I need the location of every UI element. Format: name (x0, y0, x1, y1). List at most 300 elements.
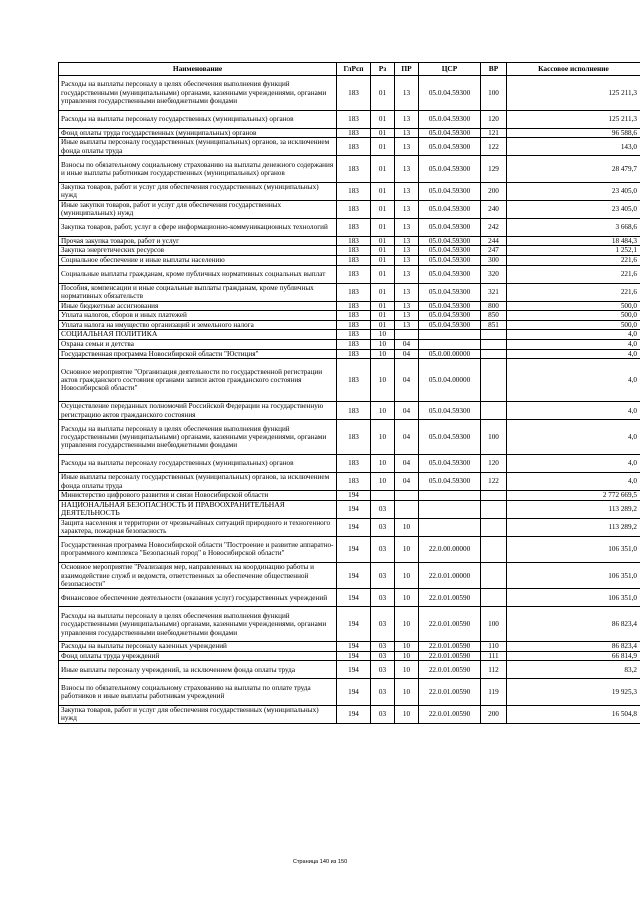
cell-csr: 05.0.04.59300 (419, 200, 481, 218)
cell-vr: 800 (481, 301, 507, 311)
cell-amount: 221,6 (507, 265, 640, 283)
cell-vr (481, 359, 507, 402)
cell-vr: 129 (481, 156, 507, 182)
cell-glrsp: 183 (337, 236, 371, 246)
cell-amount: 28 479,7 (507, 156, 640, 182)
table-row (59, 420, 640, 455)
cell-rz: 01 (371, 182, 395, 200)
table-row (59, 330, 640, 340)
cell-csr: 22.0.01.00590 (419, 661, 481, 679)
cell-vr: 300 (481, 255, 507, 265)
cell-pr: 13 (395, 265, 419, 283)
cell-rz: 03 (371, 500, 395, 518)
table-row (59, 607, 640, 642)
cell-name: Социальные выплаты гражданам, кроме публичных нормативных социальных выплат (59, 265, 337, 283)
cell-csr: 05.0.04.59300 (419, 402, 481, 420)
cell-name: Основное мероприятие "Реализация мер, направленных на координацию работы и взаимодействие служб и ведомств, ответственных за обеспечение общественной безопасности" (59, 563, 337, 589)
cell-glrsp: 194 (337, 491, 371, 501)
cell-rz: 01 (371, 301, 395, 311)
cell-pr: 10 (395, 563, 419, 589)
cell-csr: 22.0.01.00590 (419, 679, 481, 705)
cell-vr: 120 (481, 455, 507, 473)
cell-glrsp: 183 (337, 359, 371, 402)
cell-rz: 03 (371, 705, 395, 723)
cell-vr (481, 349, 507, 359)
cell-csr: 22.0.01.00590 (419, 651, 481, 661)
cell-vr (481, 339, 507, 349)
cell-vr: 119 (481, 679, 507, 705)
cell-csr: 05.0.04.59300 (419, 110, 481, 128)
cell-pr: 04 (395, 349, 419, 359)
table-row (59, 500, 640, 518)
table-row (59, 491, 640, 501)
table-row (59, 642, 640, 652)
cell-name: Пособия, компенсации и иные социальные выплаты гражданам, кроме публичных нормативных обязательств (59, 283, 337, 301)
table-row (59, 182, 640, 200)
cell-name: Взносы по обязательному социальному страхованию на выплаты по оплате труда работников и иные выплаты работникам учреждений (59, 679, 337, 705)
cell-glrsp: 183 (337, 311, 371, 321)
cell-name: Иные закупки товаров, работ и услуг для обеспечения государственных (муниципальных) нужд (59, 200, 337, 218)
cell-vr: 321 (481, 283, 507, 301)
cell-amount: 125 211,3 (507, 110, 640, 128)
cell-name: Закупка товаров, работ, услуг в сфере информационно-коммуникационных технологий (59, 218, 337, 236)
cell-vr: 100 (481, 420, 507, 455)
cell-glrsp: 194 (337, 642, 371, 652)
table-row (59, 255, 640, 265)
cell-name: Взносы по обязательному социальному страхованию на выплаты денежного содержания и иные выплаты работникам государственных (муниципальных) органов (59, 156, 337, 182)
table-row (59, 283, 640, 301)
cell-name: Прочая закупка товаров, работ и услуг (59, 236, 337, 246)
cell-pr: 13 (395, 218, 419, 236)
cell-vr: 122 (481, 138, 507, 156)
cell-amount: 4,0 (507, 455, 640, 473)
cell-amount: 96 588,6 (507, 128, 640, 138)
table-row (59, 679, 640, 705)
table-row (59, 661, 640, 679)
cell-amount: 66 814,9 (507, 651, 640, 661)
cell-name: СОЦИАЛЬНАЯ ПОЛИТИКА (59, 330, 337, 340)
cell-glrsp: 183 (337, 182, 371, 200)
cell-csr: 05.0.04.59300 (419, 182, 481, 200)
header-csr: ЦСР (419, 63, 481, 76)
table-row (59, 320, 640, 330)
cell-rz: 01 (371, 218, 395, 236)
cell-name: Защита населения и территории от чрезвычайных ситуаций природного и техногенного характера, пожарная безопасность (59, 518, 337, 536)
cell-name: Иные выплаты персоналу государственных (муниципальных) органов, за исключением фонда оплаты труда (59, 473, 337, 491)
cell-glrsp: 194 (337, 705, 371, 723)
table-row (59, 473, 640, 491)
cell-glrsp: 183 (337, 128, 371, 138)
cell-pr (395, 491, 419, 501)
cell-csr: 22.0.01.00590 (419, 705, 481, 723)
cell-csr: 05.0.04.59300 (419, 420, 481, 455)
cell-amount: 500,0 (507, 311, 640, 321)
table-row (59, 76, 640, 111)
cell-vr: 110 (481, 642, 507, 652)
table-row (59, 518, 640, 536)
cell-rz: 03 (371, 642, 395, 652)
table-row (59, 200, 640, 218)
cell-pr: 13 (395, 138, 419, 156)
table-row (59, 301, 640, 311)
cell-csr (419, 518, 481, 536)
cell-vr: 122 (481, 473, 507, 491)
cell-pr: 13 (395, 301, 419, 311)
cell-vr: 242 (481, 218, 507, 236)
cell-rz: 01 (371, 246, 395, 256)
cell-rz: 01 (371, 110, 395, 128)
cell-amount: 23 405,0 (507, 200, 640, 218)
header-name: Наименование (59, 63, 337, 76)
cell-vr: 100 (481, 607, 507, 642)
cell-rz: 10 (371, 473, 395, 491)
cell-pr: 10 (395, 589, 419, 607)
cell-glrsp: 183 (337, 301, 371, 311)
cell-vr: 112 (481, 661, 507, 679)
cell-glrsp: 183 (337, 255, 371, 265)
cell-rz: 01 (371, 311, 395, 321)
header-glrsp: ГлРсп (337, 63, 371, 76)
cell-pr: 04 (395, 473, 419, 491)
cell-name: Расходы на выплаты персоналу государственных (муниципальных) органов (59, 110, 337, 128)
cell-rz: 10 (371, 359, 395, 402)
cell-glrsp: 183 (337, 76, 371, 111)
cell-amount: 18 484,3 (507, 236, 640, 246)
cell-pr: 13 (395, 128, 419, 138)
cell-pr: 13 (395, 320, 419, 330)
cell-amount: 125 211,3 (507, 76, 640, 111)
cell-name: Финансовое обеспечение деятельности (оказания услуг) государственных учреждений (59, 589, 337, 607)
cell-amount: 19 925,3 (507, 679, 640, 705)
cell-amount: 83,2 (507, 661, 640, 679)
cell-amount: 500,0 (507, 301, 640, 311)
cell-vr: 240 (481, 200, 507, 218)
table-row (59, 339, 640, 349)
cell-pr: 13 (395, 200, 419, 218)
cell-name: НАЦИОНАЛЬНАЯ БЕЗОПАСНОСТЬ И ПРАВООХРАНИТЕЛЬНАЯ ДЕЯТЕЛЬНОСТЬ (59, 500, 337, 518)
cell-glrsp: 194 (337, 607, 371, 642)
cell-csr: 05.0.04.59300 (419, 246, 481, 256)
cell-glrsp: 183 (337, 200, 371, 218)
table-row (59, 705, 640, 723)
cell-csr (419, 330, 481, 340)
cell-amount: 221,6 (507, 283, 640, 301)
cell-pr: 13 (395, 110, 419, 128)
cell-name: Социальное обеспечение и иные выплаты населению (59, 255, 337, 265)
cell-name: Иные выплаты персоналу государственных (муниципальных) органов, за исключением фонда оплаты труда (59, 138, 337, 156)
cell-pr: 13 (395, 76, 419, 111)
header-rz: Рз (371, 63, 395, 76)
table-row (59, 455, 640, 473)
cell-vr: 111 (481, 651, 507, 661)
cell-amount: 4,0 (507, 339, 640, 349)
table-row (59, 128, 640, 138)
cell-glrsp: 183 (337, 455, 371, 473)
cell-amount: 86 823,4 (507, 607, 640, 642)
table-row (59, 311, 640, 321)
cell-csr: 22.0.00.00000 (419, 536, 481, 562)
cell-rz: 01 (371, 128, 395, 138)
cell-vr (481, 589, 507, 607)
cell-vr: 200 (481, 705, 507, 723)
table-body (59, 76, 640, 724)
cell-amount: 3 668,6 (507, 218, 640, 236)
cell-pr: 13 (395, 283, 419, 301)
cell-pr: 10 (395, 651, 419, 661)
cell-name: Уплата налога на имущество организаций и земельного налога (59, 320, 337, 330)
cell-rz: 03 (371, 563, 395, 589)
cell-pr: 04 (395, 339, 419, 349)
table-row (59, 236, 640, 246)
cell-csr: 05.0.04.59300 (419, 156, 481, 182)
cell-name: Уплата налогов, сборов и иных платежей (59, 311, 337, 321)
cell-rz: 01 (371, 255, 395, 265)
cell-vr: 121 (481, 128, 507, 138)
cell-amount: 4,0 (507, 349, 640, 359)
cell-rz: 01 (371, 265, 395, 283)
cell-csr: 05.0.04.59300 (419, 283, 481, 301)
cell-name: Государственная программа Новосибирской области "Юстиция" (59, 349, 337, 359)
cell-csr (419, 339, 481, 349)
cell-csr: 05.0.04.59300 (419, 265, 481, 283)
cell-glrsp: 183 (337, 330, 371, 340)
table-row (59, 563, 640, 589)
header-amount: Кассовое исполнение (507, 63, 640, 76)
cell-amount: 500,0 (507, 320, 640, 330)
cell-rz: 01 (371, 156, 395, 182)
cell-csr: 05.0.04.59300 (419, 455, 481, 473)
cell-pr: 10 (395, 679, 419, 705)
cell-pr: 10 (395, 642, 419, 652)
cell-vr (481, 330, 507, 340)
cell-vr: 247 (481, 246, 507, 256)
cell-rz: 10 (371, 349, 395, 359)
cell-name: Закупка энергетических ресурсов (59, 246, 337, 256)
cell-name: Закупка товаров, работ и услуг для обеспечения государственных (муниципальных) нужд (59, 182, 337, 200)
cell-csr: 22.0.01.00590 (419, 642, 481, 652)
cell-pr: 10 (395, 661, 419, 679)
table-row (59, 349, 640, 359)
cell-name: Фонд оплаты труда учреждений (59, 651, 337, 661)
cell-rz: 03 (371, 651, 395, 661)
cell-pr: 04 (395, 359, 419, 402)
cell-vr (481, 500, 507, 518)
table-row (59, 246, 640, 256)
cell-pr: 10 (395, 518, 419, 536)
cell-vr: 200 (481, 182, 507, 200)
cell-amount: 4,0 (507, 330, 640, 340)
cell-csr: 05.0.04.59300 (419, 473, 481, 491)
cell-glrsp: 194 (337, 651, 371, 661)
cell-amount: 113 289,2 (507, 518, 640, 536)
cell-vr (481, 536, 507, 562)
cell-csr: 05.0.04.59300 (419, 301, 481, 311)
cell-rz: 03 (371, 518, 395, 536)
cell-csr (419, 500, 481, 518)
cell-name: Охрана семьи и детства (59, 339, 337, 349)
cell-glrsp: 183 (337, 246, 371, 256)
cell-csr: 05.0.04.59300 (419, 218, 481, 236)
cell-pr: 13 (395, 311, 419, 321)
cell-csr: 05.0.04.59300 (419, 76, 481, 111)
cell-glrsp: 183 (337, 339, 371, 349)
cell-glrsp: 183 (337, 402, 371, 420)
cell-pr: 13 (395, 182, 419, 200)
cell-rz: 03 (371, 607, 395, 642)
cell-vr: 320 (481, 265, 507, 283)
cell-pr: 13 (395, 156, 419, 182)
cell-pr: 10 (395, 705, 419, 723)
table-row (59, 359, 640, 402)
cell-glrsp: 194 (337, 500, 371, 518)
cell-name: Государственная программа Новосибирской области "Построение и развитие аппаратно-программного комплекса "Безопасный город" в Новосибирской области" (59, 536, 337, 562)
cell-rz: 01 (371, 200, 395, 218)
cell-amount: 113 289,2 (507, 500, 640, 518)
cell-vr: 120 (481, 110, 507, 128)
cell-glrsp: 183 (337, 420, 371, 455)
cell-amount: 4,0 (507, 473, 640, 491)
table-row (59, 110, 640, 128)
cell-glrsp: 183 (337, 283, 371, 301)
cell-glrsp: 183 (337, 156, 371, 182)
cell-vr (481, 518, 507, 536)
cell-amount: 16 504,8 (507, 705, 640, 723)
cell-rz: 01 (371, 138, 395, 156)
cell-amount: 4,0 (507, 359, 640, 402)
cell-rz: 01 (371, 236, 395, 246)
cell-vr (481, 402, 507, 420)
cell-rz: 10 (371, 339, 395, 349)
cell-csr (419, 491, 481, 501)
cell-name: Расходы на выплаты персоналу в целях обеспечения выполнения функций государственными (муниципальными) органами, казенными учреждениями, органами управления государственными внебюджетными фондами (59, 607, 337, 642)
cell-csr: 05.0.04.59300 (419, 320, 481, 330)
cell-csr: 05.0.04.59300 (419, 128, 481, 138)
cell-pr: 13 (395, 236, 419, 246)
cell-rz: 03 (371, 536, 395, 562)
cell-rz (371, 491, 395, 501)
cell-pr: 10 (395, 607, 419, 642)
table-row (59, 218, 640, 236)
cell-amount: 23 405,0 (507, 182, 640, 200)
cell-rz: 01 (371, 76, 395, 111)
header-vr: ВР (481, 63, 507, 76)
cell-csr: 05.0.04.59300 (419, 138, 481, 156)
cell-vr: 850 (481, 311, 507, 321)
cell-pr: 10 (395, 536, 419, 562)
cell-rz: 03 (371, 661, 395, 679)
cell-name: Расходы на выплаты персоналу государственных (муниципальных) органов (59, 455, 337, 473)
cell-csr: 05.0.04.00000 (419, 359, 481, 402)
cell-name: Иные выплаты персоналу учреждений, за исключением фонда оплаты труда (59, 661, 337, 679)
cell-glrsp: 183 (337, 320, 371, 330)
cell-glrsp: 194 (337, 518, 371, 536)
table-row (59, 156, 640, 182)
budget-table-container (58, 62, 640, 724)
cell-csr: 05.0.00.00000 (419, 349, 481, 359)
table-row (59, 265, 640, 283)
table-row (59, 536, 640, 562)
cell-amount: 106 351,0 (507, 563, 640, 589)
page-number: Страница 140 из 150 (292, 859, 348, 865)
cell-csr: 22.0.01.00000 (419, 563, 481, 589)
cell-pr: 04 (395, 455, 419, 473)
cell-glrsp: 194 (337, 679, 371, 705)
cell-amount: 106 351,0 (507, 589, 640, 607)
cell-amount: 4,0 (507, 420, 640, 455)
cell-pr (395, 500, 419, 518)
cell-pr (395, 330, 419, 340)
cell-amount: 106 351,0 (507, 536, 640, 562)
cell-csr: 22.0.01.00590 (419, 607, 481, 642)
cell-name: Расходы на выплаты персоналу казенных учреждений (59, 642, 337, 652)
cell-vr: 100 (481, 76, 507, 111)
cell-amount: 86 823,4 (507, 642, 640, 652)
cell-pr: 04 (395, 402, 419, 420)
cell-amount: 4,0 (507, 402, 640, 420)
cell-name: Закупка товаров, работ и услуг для обеспечения государственных (муниципальных) нужд (59, 705, 337, 723)
cell-glrsp: 183 (337, 265, 371, 283)
cell-glrsp: 183 (337, 110, 371, 128)
cell-rz: 10 (371, 420, 395, 455)
cell-glrsp: 194 (337, 563, 371, 589)
cell-vr: 851 (481, 320, 507, 330)
cell-amount: 143,0 (507, 138, 640, 156)
cell-csr: 05.0.04.59300 (419, 255, 481, 265)
cell-amount: 1 252,1 (507, 246, 640, 256)
cell-csr: 22.0.01.00590 (419, 589, 481, 607)
cell-csr: 05.0.04.59300 (419, 311, 481, 321)
budget-execution-table (58, 62, 640, 724)
cell-glrsp: 194 (337, 536, 371, 562)
cell-name: Расходы на выплаты персоналу в целях обеспечения выполнения функций государственными (муниципальными) органами, казенными учреждениями, органами управления государственными внебюджетными фондами (59, 420, 337, 455)
cell-vr: 244 (481, 236, 507, 246)
table-row (59, 138, 640, 156)
cell-name: Расходы на выплаты персоналу в целях обеспечения выполнения функций государственными (муниципальными) органами, казенными учреждениями, органами управления государственными внебюджетными фондами (59, 76, 337, 111)
table-row (59, 651, 640, 661)
cell-glrsp: 183 (337, 138, 371, 156)
cell-vr (481, 491, 507, 501)
cell-amount: 2 772 669,5 (507, 491, 640, 501)
cell-glrsp: 194 (337, 661, 371, 679)
cell-pr: 13 (395, 255, 419, 265)
header-pr: ПР (395, 63, 419, 76)
cell-name: Фонд оплаты труда государственных (муниципальных) органов (59, 128, 337, 138)
cell-rz: 10 (371, 402, 395, 420)
cell-rz: 03 (371, 679, 395, 705)
cell-glrsp: 194 (337, 589, 371, 607)
cell-name: Осуществление переданных полномочий Российской Федерации на государственную регистрацию актов гражданского состояния (59, 402, 337, 420)
cell-csr: 05.0.04.59300 (419, 236, 481, 246)
cell-name: Основное мероприятие "Организация деятельности по государственной регистрации актов гражданского состояния органами записи актов гражданского состояния Новосибирской области" (59, 359, 337, 402)
cell-name: Иные бюджетные ассигнования (59, 301, 337, 311)
cell-vr (481, 563, 507, 589)
cell-glrsp: 183 (337, 349, 371, 359)
cell-glrsp: 183 (337, 218, 371, 236)
cell-pr: 04 (395, 420, 419, 455)
cell-amount: 221,6 (507, 255, 640, 265)
cell-rz: 03 (371, 589, 395, 607)
cell-pr: 13 (395, 246, 419, 256)
cell-rz: 01 (371, 320, 395, 330)
cell-rz: 10 (371, 455, 395, 473)
cell-rz: 01 (371, 283, 395, 301)
cell-glrsp: 183 (337, 473, 371, 491)
table-row (59, 589, 640, 607)
cell-name: Министерство цифрового развития и связи Новосибирской области (59, 491, 337, 501)
table-header-row (59, 63, 640, 76)
table-row (59, 402, 640, 420)
cell-rz: 10 (371, 330, 395, 340)
